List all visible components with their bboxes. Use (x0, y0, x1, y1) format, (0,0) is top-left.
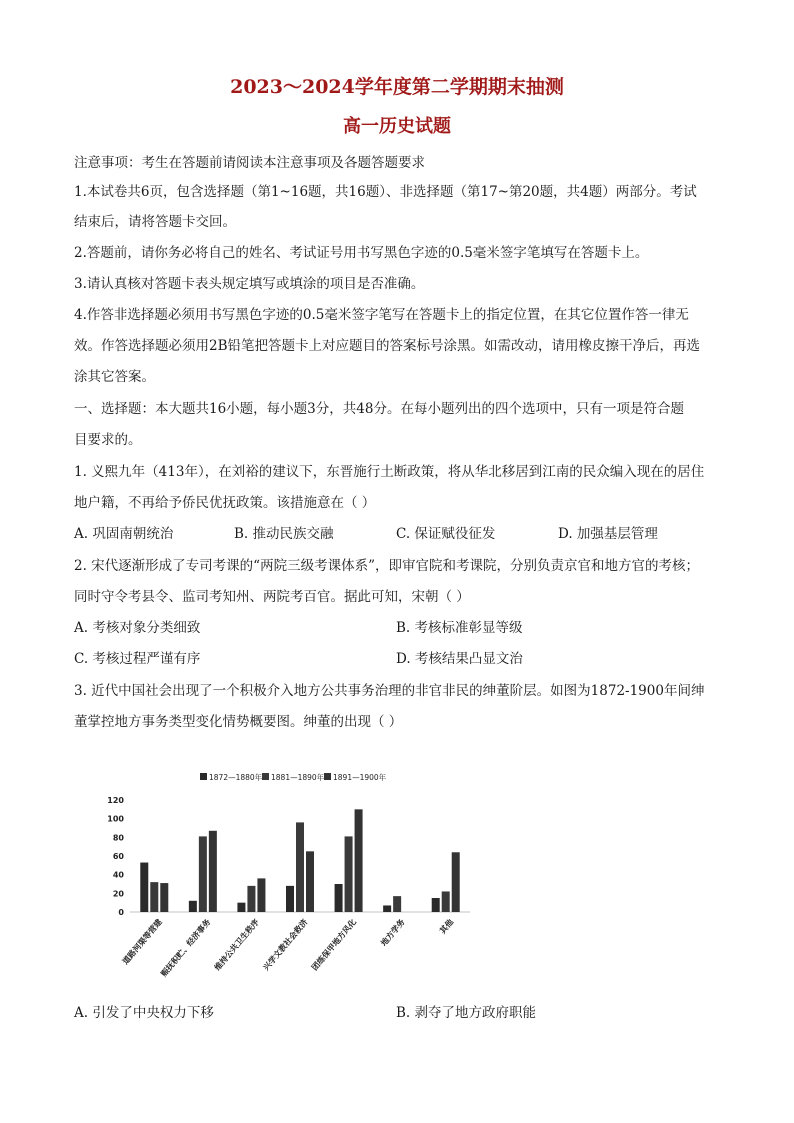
notice-heading: 注意事项：考生在答题前请阅读本注意事项及各题答题要求 (74, 155, 425, 171)
bar (383, 905, 391, 912)
bar (442, 891, 450, 912)
notice-line: 结束后，请将答题卡交回。 (74, 214, 236, 230)
bar (355, 809, 363, 912)
bar (247, 886, 255, 912)
legend-label: 1891—1900年 (333, 773, 387, 782)
question-1-option-d[interactable]: D. 加强基层管理 (558, 526, 658, 542)
bar (296, 822, 304, 912)
y-tick-label: 80 (112, 833, 124, 843)
notice-line: 3.请认真核对答题卡表头规定填写或填涂的项目是否准确。 (74, 276, 425, 292)
y-tick-label: 120 (107, 796, 124, 805)
question-2-stem: 同时守令考县令、监司考知州、两院考百官。据此可知，宋朝（ ） (74, 589, 470, 605)
question-2-option-d[interactable]: D. 考核结果凸显文治 (396, 651, 523, 667)
bar (345, 836, 353, 912)
bar (306, 851, 314, 912)
x-tick-label: 道路河渠等营建 (120, 917, 164, 967)
legend-swatch (200, 773, 207, 780)
question-1-option-b[interactable]: B. 推动民族交融 (234, 526, 334, 542)
bar (452, 852, 460, 912)
x-tick-label: 团练保甲地方风化 (310, 917, 359, 973)
notice-line: 2.答题前，请你务必将自己的姓名、考试证号用书写黑色字迹的0.5毫米签字笔填写在答题卡上。 (74, 245, 649, 261)
bar (150, 882, 158, 912)
question-1-stem: 1. 义熙九年（413年），在刘裕的建议下，东晋施行土断政策，将从华北移居到江南的民众编入现在的居住 (74, 464, 705, 480)
question-3-option-a[interactable]: A. 引发了中央权力下移 (74, 1005, 214, 1021)
question-1-option-a[interactable]: A. 巩固南朝统治 (74, 526, 174, 542)
x-tick-label: 兴学文教社会救济 (261, 917, 310, 973)
legend-swatch (262, 773, 269, 780)
bar-chart (90, 765, 490, 980)
y-tick-label: 20 (112, 889, 124, 899)
exam-title: 2023～2024学年度第二学期期末抽测 (230, 76, 564, 98)
section-heading: 一、选择题：本大题共16小题，每小题3分，共48分。在每小题列出的四个选项中，只有一项是符合题 (74, 401, 684, 417)
bar (393, 896, 401, 912)
y-tick-label: 40 (112, 870, 124, 880)
section-heading: 目要求的。 (74, 432, 142, 448)
question-3-option-b[interactable]: B. 剥夺了地方政府职能 (396, 1005, 537, 1021)
question-2-option-b[interactable]: B. 考核标准彰显等级 (396, 620, 523, 636)
question-2-stem: 2. 宋代逐渐形成了专司考课的“两院三级考课体系”，即审官院和考课院，分别负责京官和地方官的考核； (74, 558, 699, 574)
bar (160, 883, 168, 912)
bar (237, 903, 245, 912)
bar (140, 863, 148, 912)
notice-line: 4.作答非选择题必须用书写黑色字迹的0.5毫米签字笔写在答题卡上的指定位置，在其它位置作答一律无 (74, 307, 689, 323)
notice-line: 效。作答选择题必须用2B铅笔把答题卡上对应题目的答案标号涂黑。如需改动，请用橡皮擦干净后，再选 (74, 338, 701, 354)
exam-subtitle: 高一历史试题 (343, 116, 451, 137)
bar (432, 898, 440, 912)
question-3-stem: 董掌控地方事务类型变化情势概要图。绅董的出现（ ） (74, 714, 403, 730)
question-1-option-c[interactable]: C. 保证赋役征发 (396, 526, 496, 542)
y-tick-label: 60 (112, 852, 124, 861)
y-tick-label: 0 (118, 908, 124, 917)
bar (189, 901, 197, 912)
bar (286, 886, 294, 912)
bar (199, 836, 207, 912)
bar (335, 884, 343, 912)
bar (257, 878, 265, 912)
x-tick-label: 维持公共卫生秩序 (212, 917, 261, 973)
notice-line: 涂其它答案。 (74, 369, 155, 385)
x-tick-label: 其他 (438, 917, 456, 936)
y-tick-label: 100 (107, 814, 124, 824)
legend-swatch (324, 773, 331, 780)
question-3-stem: 3. 近代中国社会出现了一个积极介入地方公共事务治理的非官非民的绅董阶层。如图为1872-1900年间绅 (74, 683, 705, 699)
question-2-option-a[interactable]: A. 考核对象分类细致 (74, 620, 201, 636)
legend-label: 1872—1880年 (209, 773, 263, 782)
notice-line: 1.本试卷共6页，包含选择题（第1~16题，共16题）、非选择题（第17~第20题，共4题）两部分。考试 (74, 184, 697, 200)
bar (209, 831, 217, 912)
question-1-stem: 地户籍，不再给予侨民优抚政策。该措施意在（ ） (74, 495, 376, 511)
x-tick-label: 地方学务 (379, 917, 407, 948)
x-tick-label: 赈抚积贮、经济事务 (159, 917, 213, 979)
question-2-option-c[interactable]: C. 考核过程严谨有序 (74, 651, 201, 667)
legend-label: 1881—1890年 (271, 773, 325, 782)
